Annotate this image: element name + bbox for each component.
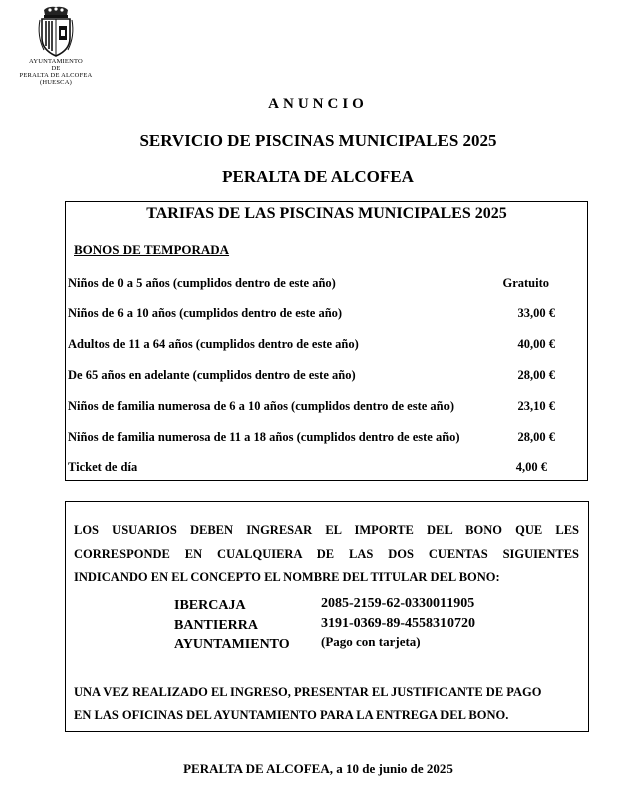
fee-label: Niños de 6 a 10 años (cumplidos dentro de este año) [68,306,343,320]
fees-box [65,201,588,481]
instruction-line: INDICANDO EN EL CONCEPTO EL NOMBRE DEL TITULAR DEL BONO: [74,570,500,584]
payment-method: (Pago con tarjeta) [321,634,421,649]
crest-text-line: PERALTA DE ALCOFEA [19,72,93,79]
crest-text-line: AYUNTAMIENTO [29,58,83,65]
fee-row [68,430,583,448]
bank-name: BANTIERRA [174,618,259,633]
payment-box [65,501,589,732]
account-number: 3191-0369-89-4558310720 [321,616,475,631]
crest-text-line: (HUESCA) [40,79,72,86]
date-signature-line: PERALTA DE ALCOFEA, a 10 de junio de 2025 [183,761,453,776]
instruction-line: UNA VEZ REALIZADO EL INGRESO, PRESENTAR EL JUSTIFICANTE DE PAGO [74,685,542,699]
instruction-line: LOS USUARIOS DEBEN INGRESAR EL IMPORTE DEL BONO QUE LES [74,523,579,537]
fee-label: Ticket de día [68,460,138,474]
payment-instructions [74,519,579,590]
announcement-heading: ANUNCIO [268,96,368,112]
fee-row [68,276,583,294]
season-pass-heading: BONOS DE TEMPORADA [74,242,230,257]
fee-label: Niños de 0 a 5 años (cumplidos dentro de este año) [68,276,336,290]
instruction-line: CORRESPONDE EN CUALQUIERA DE LAS DOS CUENTAS SIGUIENTES [74,546,579,561]
crest-text-line: DE [51,65,61,72]
fee-row [68,368,583,386]
fee-price: 40,00 € [517,337,555,351]
fee-label: Niños de familia numerosa de 6 a 10 años (cumplidos dentro de este año) [68,399,455,413]
bank-name: AYUNTAMIENTO [174,637,290,652]
fee-price: 23,10 € [517,399,555,413]
service-title: SERVICIO DE PISCINAS MUNICIPALES 2025 [139,131,497,150]
fee-price: 4,00 € [515,460,547,474]
fees-title: TARIFAS DE LAS PISCINAS MUNICIPALES 2025 [146,205,507,222]
instruction-line: EN LAS OFICINAS DEL AYUNTAMIENTO PARA LA ENTREGA DEL BONO. [74,708,509,722]
coat-of-arms-icon [36,6,76,58]
fee-row [68,399,583,417]
town-title: PERALTA DE ALCOFEA [222,167,414,186]
fee-label: Adultos de 11 a 64 años (cumplidos dentro de este año) [68,337,359,351]
fee-row [68,460,583,478]
account-number: 2085-2159-62-0330011905 [321,596,475,611]
fee-price: 28,00 € [517,368,555,382]
fee-label: De 65 años en adelante (cumplidos dentro de este año) [68,368,356,382]
fee-price: 28,00 € [517,430,555,444]
fee-row [68,337,583,355]
fee-label: Niños de familia numerosa de 11 a 18 años (cumplidos dentro de este año) [68,430,460,444]
fee-price: Gratuito [502,276,549,290]
municipal-crest [14,6,98,86]
bank-name: IBERCAJA [174,598,246,613]
fee-row [68,306,583,324]
delivery-instructions [74,681,584,727]
fee-price: 33,00 € [517,306,555,320]
